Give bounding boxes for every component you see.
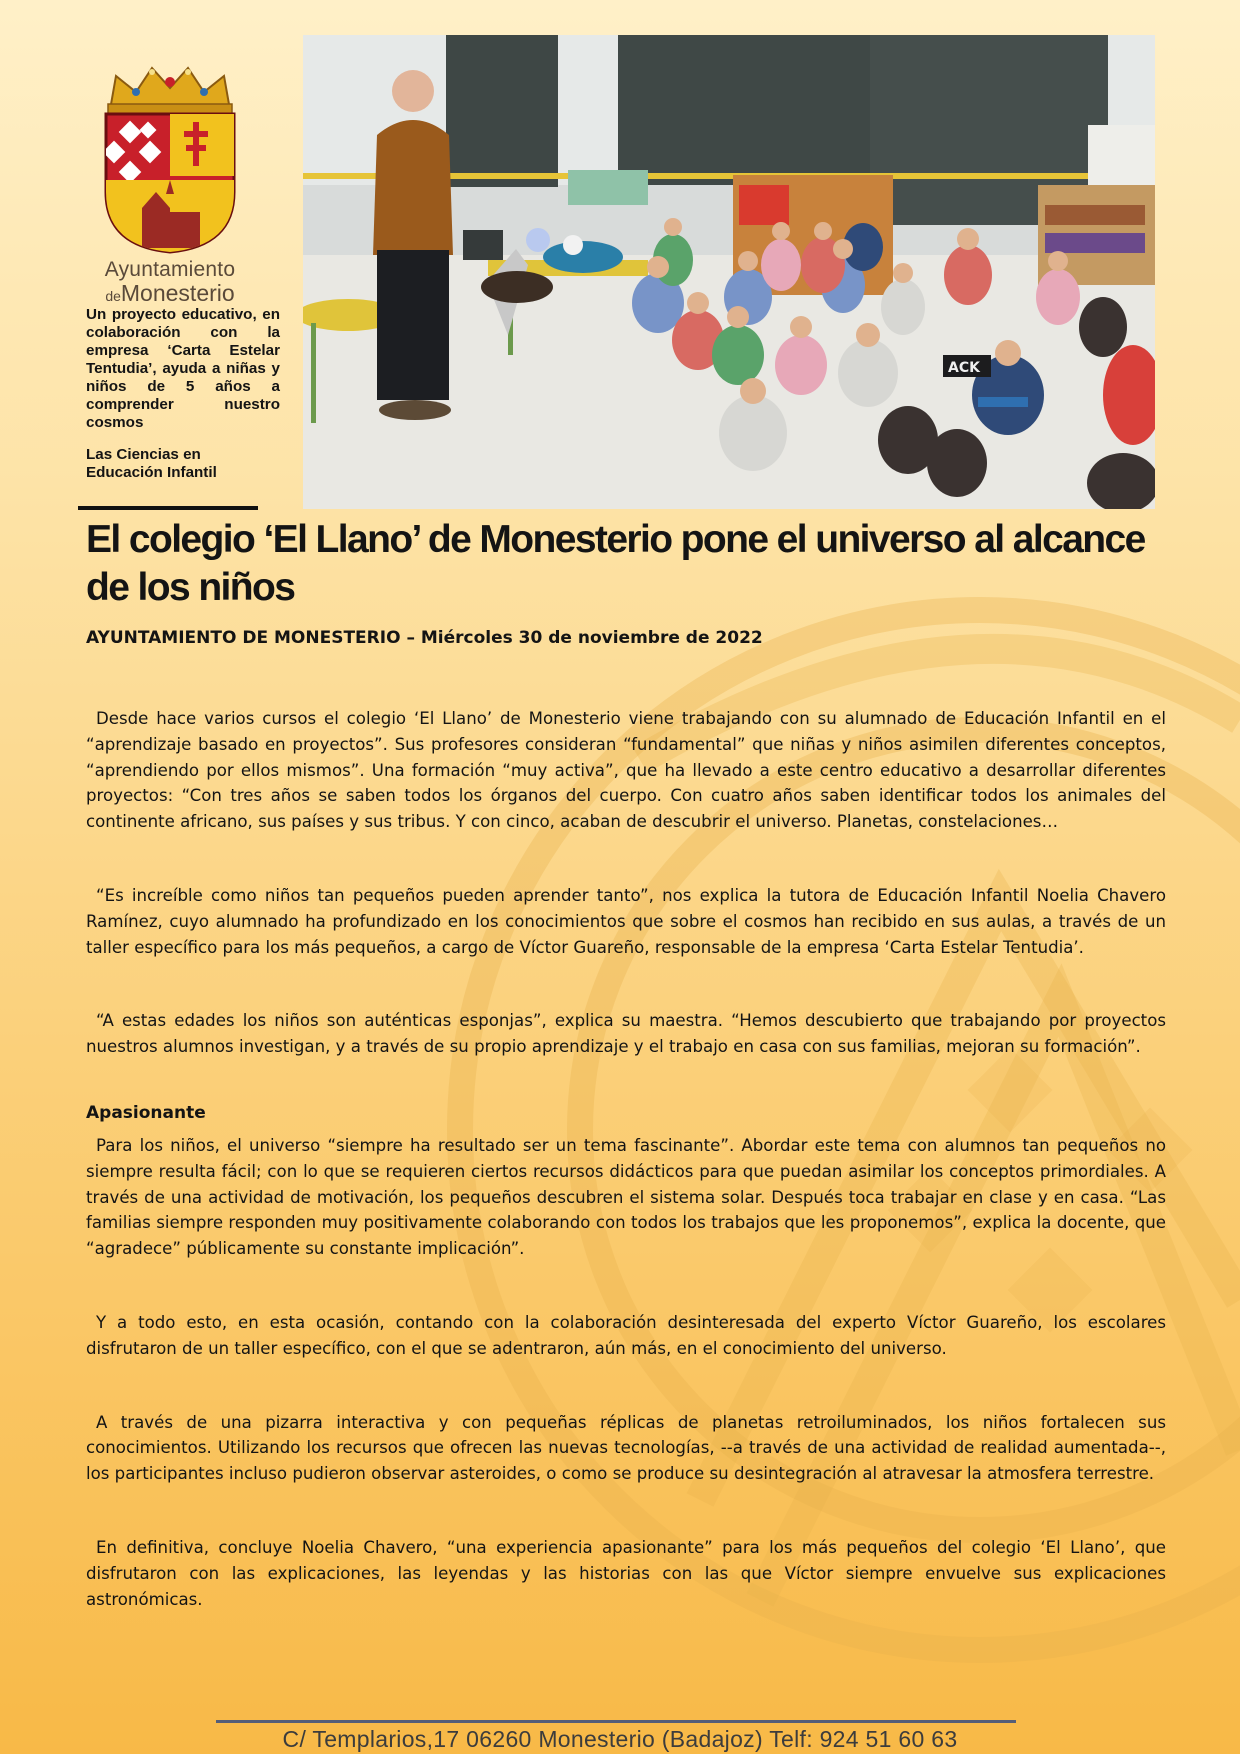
- logo-text-ayuntamiento: Ayuntamiento: [104, 258, 236, 281]
- article-paragraph-3: “A estas edades los niños son auténticas esponjas”, explica su maestra. “Hemos descubierto que trabajando por proyectos nuestros alumnos investigan, y a través de su propio aprendizaje y el trabajo en casa con sus familias, mejoran su formación”.: [86, 1011, 1166, 1057]
- classroom-photo-graphic: [303, 35, 1155, 509]
- coat-of-arms-icon: [96, 62, 244, 258]
- municipal-logo: [96, 62, 244, 306]
- sidebar-lead: Un proyecto educativo, en colaboración con la empresa ‘Carta Estelar Tentudia’, ayuda a niñas y niños de 5 años a comprender nuestro cosmos: [86, 306, 280, 431]
- article-byline: AYUNTAMIENTO DE MONESTERIO – Miércoles 30 de noviembre de 2022: [86, 628, 763, 648]
- footer-rule: [216, 1720, 1016, 1723]
- logo-text-monesterio: [96, 280, 244, 307]
- article-subheading: Apasionante: [86, 1102, 206, 1123]
- footer-address: C/ Templarios,17 06260 Monesterio (Badajoz) Telf: 924 51 60 63: [282, 1726, 958, 1752]
- article-paragraph-4: Para los niños, el universo “siempre ha resultado ser un tema fascinante”. Abordar este tema con alumnos tan pequeños no siempre resulta fácil; con lo que se requieren ciertos recursos didácticos para que puedan asimilar los conceptos primordiales. A través de una actividad de motivación, los pequeños descubren el sistema solar. Después toca trabajar en clase y en casa. “Las familias siempre responden muy positivamente colaborando con todos los trabajos que les proponemos”, explica la docente, que “agradece” públicamente su constante implicación”.: [86, 1135, 1166, 1259]
- photo-screen-text: ACK: [948, 360, 980, 376]
- classroom-photo: [303, 35, 1155, 509]
- logo-text-de: de: [105, 288, 121, 304]
- divider-rule: [78, 506, 258, 510]
- article-paragraph-6: A través de una pizarra interactiva y con pequeñas réplicas de planetas retroiluminados, los niños fortalecen sus conocimientos. Utilizando los recursos que ofrecen las nuevas tecnologías, --a través de una actividad de realidad aumentada--, los participantes incluso pudieron observar asteroides, o como se produce su desintegración al atravesar la atmosfera terrestre.: [86, 1412, 1166, 1484]
- article-paragraph-7: En definitiva, concluye Noelia Chavero, “una experiencia apasionante” para los más pequeños del colegio ‘El Llano’, que disfrutaron con las explicaciones, las leyendas y las historias con las que Víctor siempre envuelve sus explicaciones astronómicas.: [86, 1537, 1166, 1609]
- article-body: [86, 706, 1166, 1612]
- logo-text-town: Monesterio: [120, 280, 235, 306]
- article-paragraph-5: Y a todo esto, en esta ocasión, contando con la colaboración desinteresada del experto Víctor Guareño, los escolares disfrutaron de un taller específico, con el que se adentraron, aún más, en el conocimiento del universo.: [86, 1312, 1166, 1358]
- article-paragraph-1: Desde hace varios cursos el colegio ‘El Llano’ de Monesterio viene trabajando con su alumnado de Educación Infantil en el “aprendizaje basado en proyectos”. Sus profesores consideran “fundamental” que niñas y niños asimilen diferentes conceptos, “aprendiendo por ellos mismos”. Una formación “muy activa”, que ha llevado a este centro educativo a desarrollar diferentes proyectos: “Con tres años se saben todos los órganos del cuerpo. Con cuatro años saben identificar todos los animales del continente africano, sus países y sus tribus. Y con cinco, acaban de descubrir el universo. Planetas, constelaciones…: [86, 709, 1166, 832]
- article-headline: El colegio ‘El Llano’ de Monesterio pone el universo al alcance de los niños: [86, 518, 1145, 609]
- sidebar-section-label: Las Ciencias en Educación Infantil: [86, 446, 217, 481]
- article-paragraph-2: “Es increíble como niños tan pequeños pueden aprender tanto”, nos explica la tutora de Educación Infantil Noelia Chavero Ramínez, cuyo alumnado ha profundizado en los conocimientos que sobre el cosmos han recibido en sus aulas, a través de un taller específico para los más pequeños, a cargo de Víctor Guareño, responsable de la empresa ‘Carta Estelar Tentudia’.: [86, 885, 1166, 957]
